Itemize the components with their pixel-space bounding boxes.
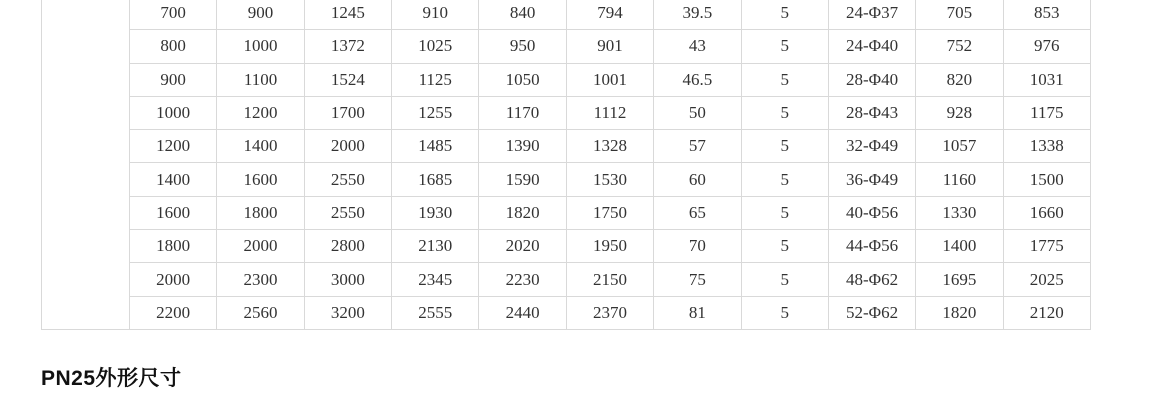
table-cell: 1485: [392, 130, 479, 163]
table-cell: 1170: [479, 96, 566, 129]
table-cell: 28-Φ43: [828, 96, 915, 129]
table-cell: 65: [654, 196, 741, 229]
table-cell: 2440: [479, 296, 566, 329]
table-cell: 1330: [916, 196, 1003, 229]
table-row: [42, 230, 1091, 263]
table-cell: 1160: [916, 163, 1003, 196]
table-cell: 705: [916, 0, 1003, 30]
table-cell: 910: [392, 0, 479, 30]
table-row: [42, 296, 1091, 329]
table-cell: 900: [217, 0, 304, 30]
table-cell: 1800: [130, 230, 217, 263]
table-cell: 900: [130, 63, 217, 96]
table-row: [42, 0, 1091, 30]
table-cell: 36-Φ49: [828, 163, 915, 196]
table-cell: 2550: [304, 163, 391, 196]
table-cell: 5: [741, 296, 828, 329]
dimension-table: [41, 0, 1091, 330]
table-cell: 1685: [392, 163, 479, 196]
table-cell: 2020: [479, 230, 566, 263]
table-cell: 2000: [130, 263, 217, 296]
table-cell: 1695: [916, 263, 1003, 296]
table-cell: 24-Φ40: [828, 30, 915, 63]
table-cell: 1025: [392, 30, 479, 63]
table-cell: 1372: [304, 30, 391, 63]
table-cell: 2025: [1003, 263, 1090, 296]
table-cell: 75: [654, 263, 741, 296]
table-cell: 44-Φ56: [828, 230, 915, 263]
table-cell: 2560: [217, 296, 304, 329]
table-cell: 46.5: [654, 63, 741, 96]
table-row: [42, 30, 1091, 63]
table-row: [42, 263, 1091, 296]
table-cell: 5: [741, 163, 828, 196]
table-cell: 5: [741, 263, 828, 296]
table-cell: 800: [130, 30, 217, 63]
table-cell: 24-Φ37: [828, 0, 915, 30]
section-heading-pn25: PN25外形尺寸: [41, 367, 182, 390]
table-cell: 2555: [392, 296, 479, 329]
table-cell: 752: [916, 30, 1003, 63]
table-cell: 1600: [217, 163, 304, 196]
table-cell: 48-Φ62: [828, 263, 915, 296]
table-cell: 5: [741, 96, 828, 129]
table-row: [42, 196, 1091, 229]
dimension-table-body: [42, 0, 1091, 330]
table-cell: 5: [741, 30, 828, 63]
table-cell: 1050: [479, 63, 566, 96]
table-cell: 2130: [392, 230, 479, 263]
table-cell: 50: [654, 96, 741, 129]
table-cell: 1950: [566, 230, 653, 263]
table-cell: 1001: [566, 63, 653, 96]
table-row: [42, 130, 1091, 163]
table-cell: 5: [741, 0, 828, 30]
table-cell: 1820: [916, 296, 1003, 329]
table-cell: 2550: [304, 196, 391, 229]
table-cell: 1400: [130, 163, 217, 196]
table-cell: 950: [479, 30, 566, 63]
table-cell: 1600: [130, 196, 217, 229]
table-cell: 1245: [304, 0, 391, 30]
table-cell: 1590: [479, 163, 566, 196]
table-cell: 1800: [217, 196, 304, 229]
table-cell: 81: [654, 296, 741, 329]
table-cell: 2800: [304, 230, 391, 263]
table-cell: 1530: [566, 163, 653, 196]
table-cell: 3000: [304, 263, 391, 296]
table-cell: 901: [566, 30, 653, 63]
table-cell: 2370: [566, 296, 653, 329]
table-cell: 2345: [392, 263, 479, 296]
table-cell: 5: [741, 130, 828, 163]
table-cell: 928: [916, 96, 1003, 129]
table-cell: 1400: [916, 230, 1003, 263]
table-cell: 1000: [130, 96, 217, 129]
table-cell: 60: [654, 163, 741, 196]
table-cell: 1820: [479, 196, 566, 229]
table-cell: 1175: [1003, 96, 1090, 129]
table-cell: 794: [566, 0, 653, 30]
table-row: [42, 63, 1091, 96]
table-cell: 1930: [392, 196, 479, 229]
table-cell: 2200: [130, 296, 217, 329]
table-cell: 1750: [566, 196, 653, 229]
table-cell: 700: [130, 0, 217, 30]
table-cell: 2000: [304, 130, 391, 163]
table-cell: 1775: [1003, 230, 1090, 263]
table-cell: 32-Φ49: [828, 130, 915, 163]
table-cell: 5: [741, 63, 828, 96]
table-cell: 40-Φ56: [828, 196, 915, 229]
table-cell: 976: [1003, 30, 1090, 63]
table-cell: 1390: [479, 130, 566, 163]
table-cell: 2150: [566, 263, 653, 296]
table-cell: 1057: [916, 130, 1003, 163]
table-cell: 1660: [1003, 196, 1090, 229]
table-cell: 1338: [1003, 130, 1090, 163]
table-cell: 853: [1003, 0, 1090, 30]
table-cell: 1200: [217, 96, 304, 129]
table-cell: 820: [916, 63, 1003, 96]
table-cell: 1328: [566, 130, 653, 163]
table-cell: 70: [654, 230, 741, 263]
table-cell: 1000: [217, 30, 304, 63]
table-cell: 1700: [304, 96, 391, 129]
table-cell: 1112: [566, 96, 653, 129]
table-cell: 1255: [392, 96, 479, 129]
merged-side-cell: [42, 0, 130, 330]
table-cell: 28-Φ40: [828, 63, 915, 96]
table-cell: 52-Φ62: [828, 296, 915, 329]
table-cell: 5: [741, 196, 828, 229]
table-row: [42, 96, 1091, 129]
table-cell: 1500: [1003, 163, 1090, 196]
table-cell: 2300: [217, 263, 304, 296]
table-cell: 43: [654, 30, 741, 63]
table-cell: 2000: [217, 230, 304, 263]
table-cell: 2230: [479, 263, 566, 296]
table-cell: 1125: [392, 63, 479, 96]
table-cell: 840: [479, 0, 566, 30]
table-cell: 3200: [304, 296, 391, 329]
table-cell: 1400: [217, 130, 304, 163]
table-cell: 5: [741, 230, 828, 263]
table-cell: 57: [654, 130, 741, 163]
table-cell: 39.5: [654, 0, 741, 30]
table-cell: 1524: [304, 63, 391, 96]
table-cell: 1200: [130, 130, 217, 163]
table-cell: 1031: [1003, 63, 1090, 96]
table-cell: 2120: [1003, 296, 1090, 329]
table-row: [42, 163, 1091, 196]
table-cell: 1100: [217, 63, 304, 96]
